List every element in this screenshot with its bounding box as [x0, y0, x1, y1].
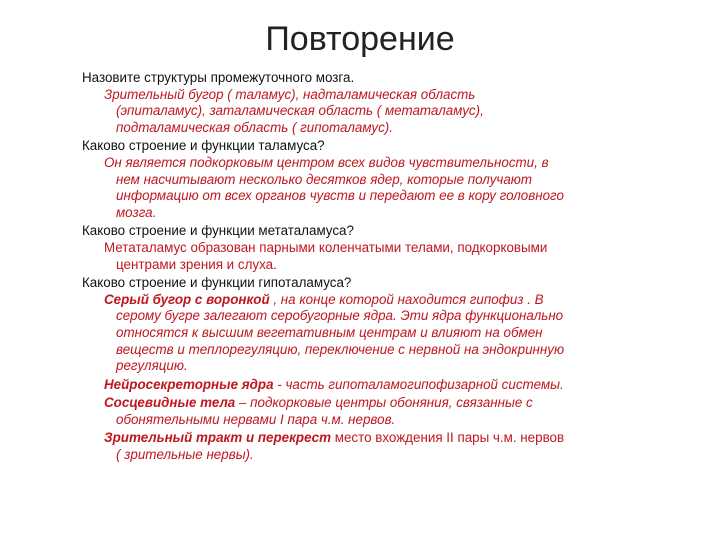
slide-title: Повторение — [265, 20, 455, 58]
answer-text: место вхождения II пары ч.м. нервов — [331, 430, 565, 446]
answer-hypothalamus-grey-tuber — [104, 292, 652, 375]
answer-line: информацию от всех органов чувств и передают ее в кору головного — [116, 188, 564, 204]
answer-thalamus — [104, 155, 652, 221]
answer-line: веществ и теплорегуляцию, переключение с нервной на эндокринную — [116, 341, 565, 357]
slide-content — [82, 70, 652, 464]
answer-line: обонятельными нервами I пара ч.м. нервов. — [116, 411, 396, 427]
question-structures: Назовите структуры промежуточного мозга. — [82, 70, 355, 85]
answer-line: нем насчитывают несколько десятков ядер, которые получают — [116, 171, 533, 187]
answer-line: центрами зрения и слуха. — [116, 256, 277, 272]
term-mammillary-bodies: Сосцевидные тела — [104, 395, 236, 411]
answer-neurosecretory-nuclei — [104, 377, 652, 394]
answer-line: относятся к высшим вегетативным центрам и влияют на обмен — [116, 324, 543, 340]
answer-optic-tract — [104, 430, 652, 463]
question-thalamus: Каково строение и функции таламуса? — [82, 138, 325, 154]
term-optic-tract: Зрительный тракт и перекрест — [104, 430, 332, 446]
answer-line: мозга. — [116, 204, 157, 220]
question-metathalamus: Каково строение и функции метаталамуса? — [82, 223, 354, 239]
answer-text: - часть гипоталамогипофизарной системы. — [273, 376, 564, 392]
answer-line: ( зрительные нервы). — [116, 447, 254, 463]
answer-line: Он является подкорковым центром всех видов чувствительности, в — [104, 154, 549, 170]
term-grey-tuber: Серый бугор с воронкой — [104, 291, 270, 307]
answer-structures — [104, 87, 652, 137]
answer-line: (эпиталамус), заталамическая область ( метаталамус), — [116, 103, 484, 119]
answer-text: – подкорковые центры обоняния, связанные с — [235, 395, 533, 411]
term-neurosecretory-nuclei: Нейросекреторные ядра — [104, 376, 274, 392]
answer-text: , на конце которой находится гипофиз . В — [269, 291, 544, 307]
answer-line: Метаталамус образован парными коленчатыми телами, подкорковыми — [104, 239, 548, 255]
answer-line: подталамическая область ( гипоталамус). — [116, 119, 393, 135]
answer-line: регуляцию. — [116, 358, 188, 374]
answer-metathalamus — [104, 240, 652, 273]
answer-line: Зрительный бугор ( таламус), надталамическая область — [104, 86, 476, 102]
answer-line: серому бугре залегают серобугорные ядра. Эти ядра функционально — [116, 308, 564, 324]
answer-mammillary-bodies — [104, 395, 652, 428]
question-hypothalamus: Каково строение и функции гипоталамуса? — [82, 275, 352, 291]
